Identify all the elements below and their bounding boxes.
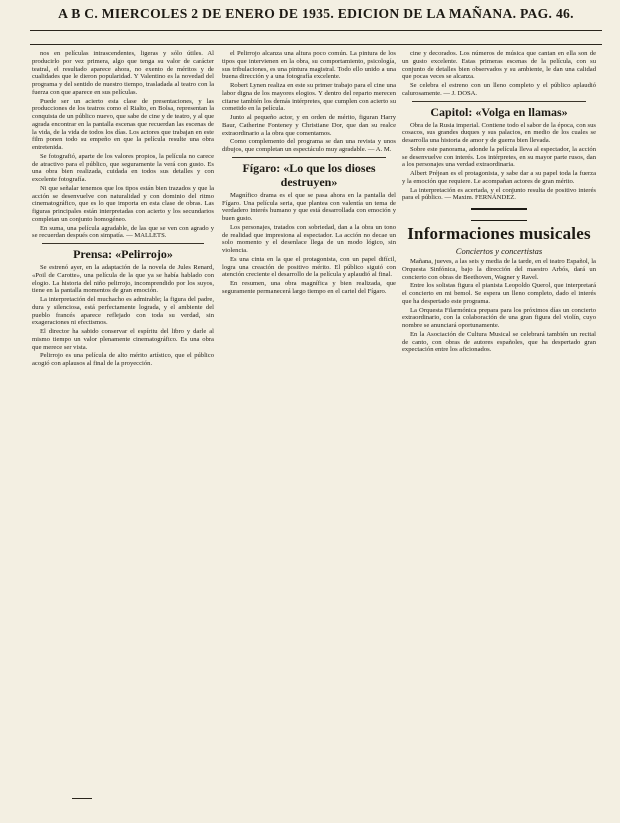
article-paragraph: Se fotografió, aparte de los valores propios, la película no carece de atractivo para el público, que seguramente la verá con gusto. Es una obra bien realizada, cuidada en todos sus detalles y con excelente fotografía. xyxy=(32,152,214,183)
section-subheading: Conciertos y concertistas xyxy=(455,246,543,256)
section-divider xyxy=(42,243,204,244)
section-divider xyxy=(232,157,386,158)
article-paragraph: La Orquesta Filarmónica prepara para los próximos días un concierto extraordinario, con la colaboración de una gran figura del violín, cuyo nombre se anunciará oportunamente. xyxy=(402,306,596,329)
header-rule xyxy=(30,30,602,31)
article-paragraph: En resumen, una obra magnífica y bien realizada, que seguramente permanecerá largo tiempo en el cartel del Fígaro. xyxy=(222,280,396,295)
article-paragraph: Junto al pequeño actor, y en orden de mérito, figuran Harry Baur, Catherine Fonteney y Christiane Dor, que dan su realce extraordinario a la obra que comentamos. xyxy=(222,114,396,137)
article-paragraph: Los personajes, tratados con sobriedad, dan a la obra un tono de realidad que impresiona al espectador. La acción no decae un solo momento y el desenlace llega de un modo lógico, sin violencia. xyxy=(222,223,396,254)
header-rule-lower xyxy=(30,44,602,45)
article-paragraph: Magnífico drama es el que se pasa ahora en la pantalla del Fígaro. Una película seria, que plantea con valentía un tema de verdadero interés humano y que está desarrollada con emoción y buen gusto. xyxy=(222,191,396,222)
article-paragraph: Puede ser un acierto esta clase de presentaciones, y las producciones de los teatros como el Rialto, en Bolsa, representan la conquista de un público nuevo, que sabe de cine y de teatro, y al que agrada encontrar en la pantalla escenas que recuerdan las escenas de la vida, de la vida de todos los días. Los actores que trabajan en este film ponen todo su empeño en que la película resulte una obra entretenida. xyxy=(32,97,214,151)
article-paragraph: el Pelirrojo alcanza una altura poco común. La pintura de los tipos que intervienen en la obra, su comportamiento, psicología, sus tribulaciones, es una pintura magistral. Todo ello unido a una buena dirección y a una fotografía excelente. xyxy=(222,50,396,81)
article-paragraph: Sobre este panorama, adonde la película lleva al espectador, la acción se desenvuelve con interés. Los intérpretes, en su mayor parte rusos, dan a los personajes una verdad extraordinaria. xyxy=(402,145,596,169)
page-header: A B C. MIERCOLES 2 DE ENERO DE 1935. EDICION DE LA MAÑANA. PAG. 46. xyxy=(58,6,574,21)
article-paragraph: Es una cinta en la que el protagonista, con un papel difícil, logra una creación de positivo mérito. El público siguió con atención creciente el desarrollo de la película y aplaudió al final. xyxy=(222,255,396,279)
column-2 xyxy=(222,50,396,810)
article-paragraph: Se estrenó ayer, en la adaptación de la novela de Jules Renard, «Poil de Carotte», una película de la que ya se había hablado con elogio. La historia del niño pelirrojo, incomprendido por los suyos, tiene en la pantalla momentos de gran emoción. xyxy=(32,264,214,295)
article-paragraph: En suma, una película agradable, de las que se ven con agrado y se recuerdan después con simpatía. — MALLETS. xyxy=(32,224,214,240)
article-paragraph: Obra de la Rusia imperial. Contiene todo el sabor de la época, con sus cosacos, sus grandes duques y sus palacios, en medio de los cuales se desarrolla una historia de amor y de guerra bien llevada. xyxy=(402,121,596,144)
article-paragraph: Albert Préjean es el protagonista, y sabe dar a su papel toda la fuerza y la emoción que requiere. Le acompañan actores de gran mérito. xyxy=(402,170,596,185)
article-paragraph: Pelirrojo es una película de alto mérito artístico, que el público acogió con aplausos al final de la proyección. xyxy=(32,352,214,367)
article-paragraph: Como complemento del programa se dan una revista y unos dibujos, que completan un espectáculo muy agradable. — A. M. xyxy=(222,138,396,153)
article-paragraph: El director ha sabido conservar el espíritu del libro y darle al mismo tiempo un valor plenamente cinematográfico. Es una obra que merece ser vista. xyxy=(32,328,214,351)
section-divider xyxy=(412,101,586,102)
article-paragraph: Se celebra el estreno con un lleno completo y el público aplaudió calurosamente. — J. DOSA. xyxy=(402,82,596,97)
section-heading-large: Informaciones musicales xyxy=(407,224,591,243)
section-heading: Capitol: «Volga en llamas» xyxy=(430,104,568,119)
article-paragraph: En la Asociación de Cultura Musical se celebrará también un recital de canto, con obras de autores españoles, que ha despertado gran expectación entre los aficionados. xyxy=(402,330,596,354)
article-paragraph: Entre los solistas figura el pianista Leopoldo Querol, que interpretará el concierto en mi bemol. Se espera un lleno completo, dado el interés que ha despertado este programa. xyxy=(402,282,596,305)
section-heading: Fígaro: «Lo que los dioses destruyen» xyxy=(242,160,376,189)
article-paragraph: Robert Lynen realiza en este su primer trabajo para el cine una labor digna de los mayores elogios. Y dentro del reparto merecen citarse también los demás intérpretes, que cumplen con acierto su cometido en la película. xyxy=(222,82,396,113)
article-paragraph: cine y decorados. Los números de música que cantan en ella son de un gusto excelente. Estas primeras escenas de la película, con su conjunto de detalles bien observados y su ambiente, le dan una calidad que pocas veces se alcanza. xyxy=(402,50,596,81)
footer-mark xyxy=(72,798,92,799)
column-3 xyxy=(402,50,596,810)
section-heading: Prensa: «Pelirrojo» xyxy=(73,247,173,261)
article-paragraph: La interpretación es acertada, y el conjunto resulta de positivo interés para el público. — Maxim. FERNÁNDEZ. xyxy=(402,186,596,202)
article-paragraph: Mañana, jueves, a las seis y media de la tarde, en el teatro Español, la Orquesta Sinfónica, bajo la dirección del maestro Arbós, dará un concierto con obras de Beethoven, Wagner y Ravel. xyxy=(402,258,596,281)
column-1 xyxy=(32,50,214,810)
article-paragraph: nos en películas intrascendentes, ligeras y sólo útiles. Al producirlo por vez primera, algo que tenga su valor de carácter teatral, el resultado aparece ahora, no exento de méritos y de cualidades que le dieron popularidad. Y Valentino es la novedad del programa y del sentido de nuestro tiempo, trasladada al teatro con la fuerza con que aparece en sus películas. xyxy=(32,50,214,96)
article-paragraph: La interpretación del muchacho es admirable; la figura del padre, dura y silenciosa, está perfectamente lograda, y el ambiente del pueblo francés aparece reflejado con toda su verdad, sin exageraciones ni efectismos. xyxy=(32,296,214,327)
ornament-rule xyxy=(471,208,527,221)
article-paragraph: Ni que señalar tenemos que los tipos están bien trazados y que la acción se desenvuelve con naturalidad y con dominio del ritmo cinematográfico, que es lo que importa en esta clase de obras. Las figuras principales están interpretadas con acierto y los secundarios completan un conjunto homogéneo. xyxy=(32,184,214,223)
